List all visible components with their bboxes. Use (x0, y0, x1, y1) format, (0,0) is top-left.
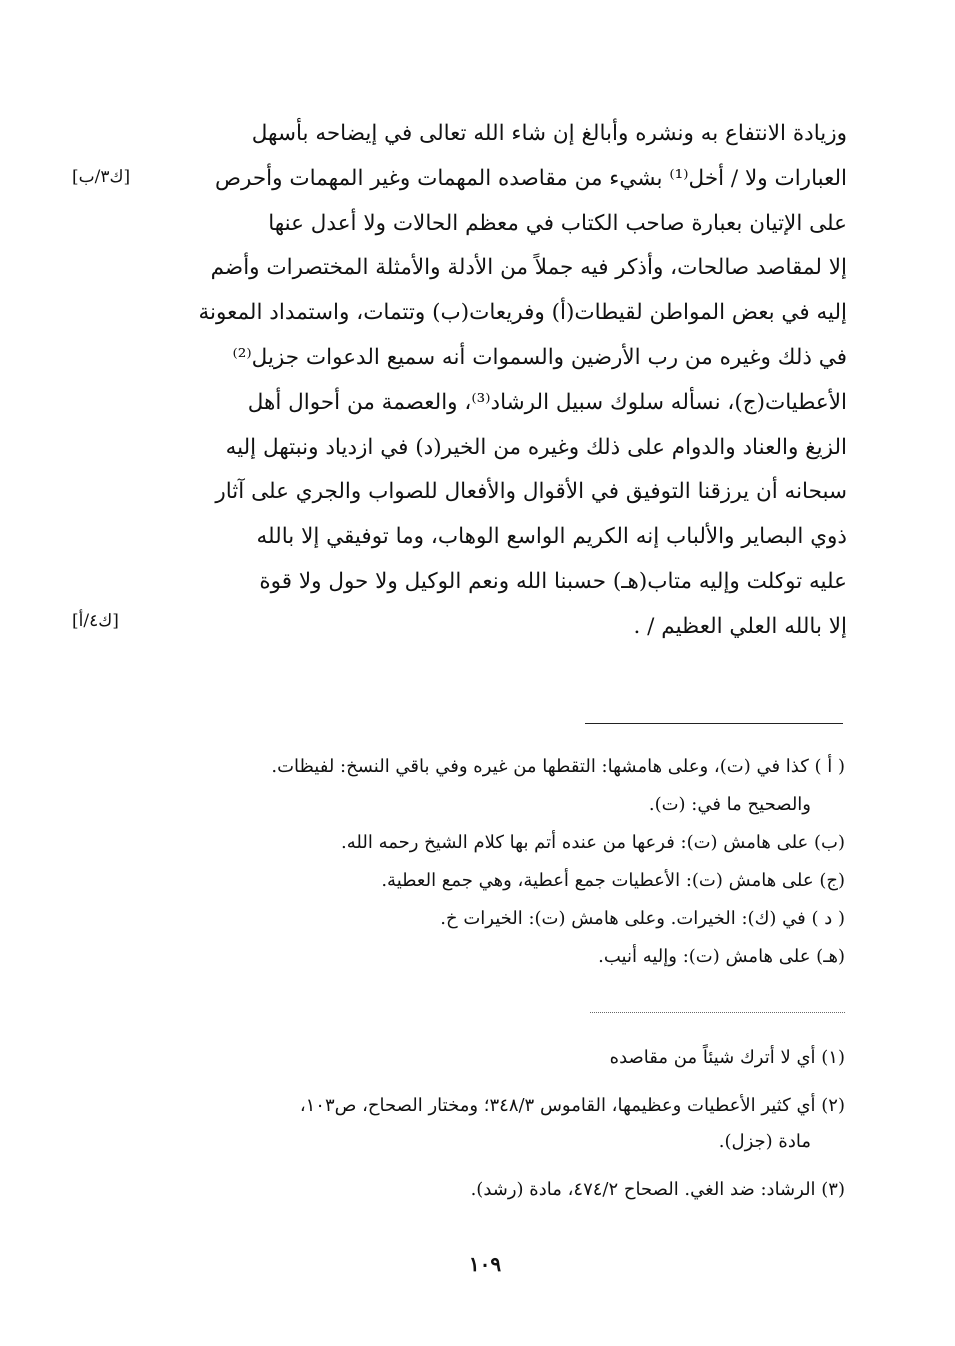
note-numbered-continuation: مادة (جزل). (718, 1131, 811, 1152)
note-numbered: (١) أي لا أترك شيئاً من مقاصده (609, 1047, 845, 1068)
page-number: ١٠٩ (468, 1252, 502, 1276)
body-line: على الإتيان بعبارة صاحب الكتاب في معظم الحالات ولا أعدل عنها (268, 210, 847, 236)
note-numbered (125, 1088, 845, 1160)
note-alpha-continuation: والصحيح ما في: (ت). (648, 794, 811, 815)
note-alpha: (ج) على هامش (ت): الأعطيات جمع أعطية، وهي جمع العطية. (381, 870, 845, 891)
main-text (135, 112, 847, 650)
footnote-separator (585, 723, 843, 724)
body-line: عليه توكلت وإليه متاب(هـ) حسبنا الله ونعم الوكيل ولا حول ولا قوة (259, 568, 847, 594)
body-line: إلا لمقاصد صالحات، وأذكر فيه جملاً من الأدلة والأمثلة المختصرات وأضم (210, 255, 847, 281)
note-alpha: ( د ) في (ك): الخيرات. وعلى هامش (ت): الخيرات خ. (440, 908, 845, 929)
note-alpha: (هـ) على هامش (ت): وإليه أنيب. (598, 946, 845, 967)
body-line: الزيغ والعناد والدوام على ذلك وغيره من الخير(د) في ازدياد ونبتهل إليه (225, 434, 847, 460)
body-line: سبحانه أن يرزقنا التوفيق في الأقوال والأفعال للصواب والجري على آثار (215, 479, 847, 505)
note-alpha: (ب) على هامش (ت): فرعها من عنده أتم بها كلام الشيخ رحمه الله. (341, 832, 845, 853)
textual-notes (125, 748, 845, 976)
body-line: ذوي البصاير والألباب إنه الكريم الواسع الوهاب، وما توفيقي إلا بالله (256, 524, 847, 550)
dotted-separator (590, 1012, 845, 1013)
body-line: إليه في بعض المواطن لقيطات(أ) وفريعات(ب) وتتمات، واستمداد المعونة (198, 300, 847, 326)
body-line: إلا بالله العلي العظيم / . (633, 613, 847, 639)
note-alpha: ( أ ) كذا في (ت)، وعلى هامشها: التقطها من غيره وفي باقي النسخ: لفيظات. (271, 756, 845, 777)
margin-marker: [ك٣/ب] (72, 167, 131, 187)
note-numbered: (٣) الرشاد: ضد الغي. الصحاح ٤٧٤/٢، مادة (رشد). (470, 1179, 845, 1200)
numbered-notes (125, 1040, 845, 1220)
margin-marker: [ك٤/أ] (72, 611, 119, 631)
note-numbered-line: (٢) أي كثير الأعطيات وعظيمها، القاموس ٣٤٨/٣؛ ومختار الصحاح، ص١٠٣، (299, 1095, 845, 1116)
body-line: العبارات ولا / أخل⁽¹⁾ بشيء من مقاصده المهمات وغير المهمات وأحرص (215, 165, 847, 191)
body-line: الأعطيات(ج)، نسأله سلوك سبيل الرشاد⁽³⁾، والعصمة من أحوال أهل (247, 389, 847, 415)
body-line: وزيادة الانتفاع به ونشره وأبالغ إن شاء الله تعالى في إيضاحه بأسهل (251, 121, 847, 146)
body-line: في ذلك وغيره من رب الأرضين والسموات أنه سميع الدعوات جزيل⁽²⁾ (232, 344, 847, 370)
